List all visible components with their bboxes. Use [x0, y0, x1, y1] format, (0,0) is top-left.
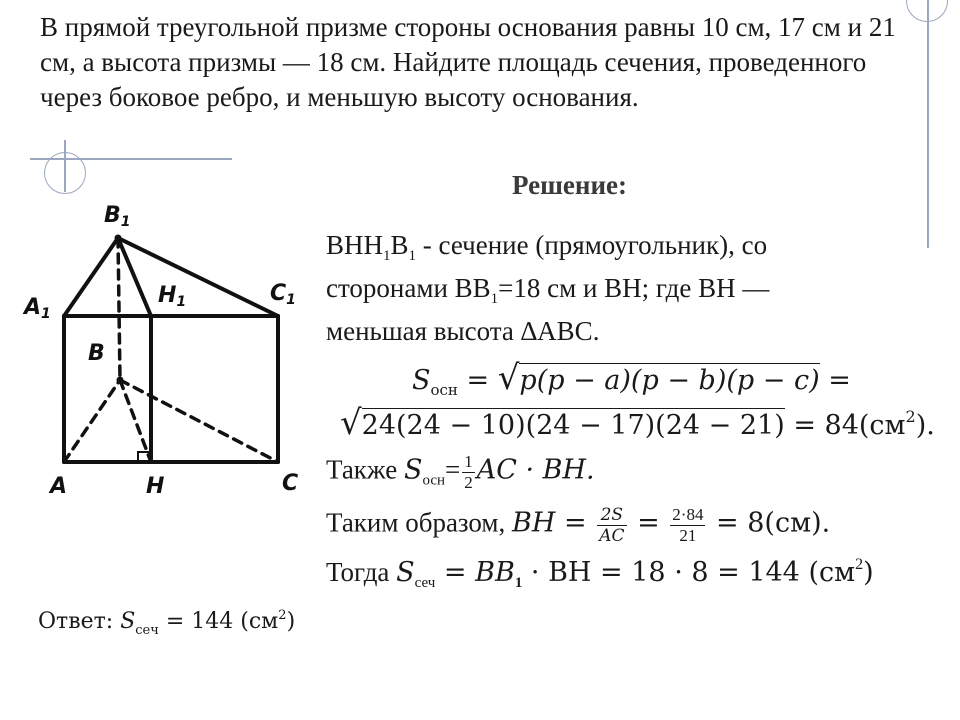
problem-statement: В прямой треугольной призме стороны основания равны 10 см, 17 см и 21 см, а высота призмы — 18 см. Найдите площадь сечения, проведенного через боковое ребро, и меньшую высоту основания.	[40, 12, 896, 112]
point-B1	[115, 235, 122, 242]
label-A1: A1	[24, 295, 51, 322]
answer-label: Ответ:	[38, 609, 121, 634]
formula-heron-line-1: $S_{осн} = √p(p - a)(p - b)(p - c)$ =	[412, 358, 851, 399]
solution-title: Решение:	[512, 170, 627, 200]
sqrt-expression: √p(p − a)(p − b)(p − c)	[497, 358, 820, 398]
hidden-edge-BB1	[118, 238, 120, 380]
hidden-edge-B-C	[120, 380, 278, 462]
label-H1: H1	[158, 283, 187, 310]
solution-line-2: сторонами $BB_1=18$ см и BH; где BH —	[326, 273, 770, 307]
solution-line-1: $BHH_1B_1$ - сечение (прямоугольник), со	[326, 230, 768, 264]
sqrt-icon: √	[497, 358, 520, 398]
hidden-edge-B-H	[120, 380, 151, 462]
section-name: BHH	[326, 230, 384, 260]
solution-thus-line: Таким образом, BH = $\frac{2S}{AC}$ = $\frac{2\cdot 84}{21}$ = 8(см).	[326, 505, 831, 546]
answer-line: Ответ: $S_{сеч} = 144$ $(см^2)$	[38, 608, 296, 638]
prism-figure	[10, 190, 310, 500]
label-C: C	[282, 471, 299, 496]
formula-heron-line-2: $√24(24 - 10)(24 - 17)(24 - 21) = 84(см^2)$.	[340, 403, 935, 443]
edge-B1-C1	[118, 238, 278, 316]
slide-decor-circle-left	[44, 152, 86, 194]
sqrt-icon: √	[340, 403, 362, 443]
fraction-numeric: $\frac{2\cdot 84}{21}$	[672, 505, 704, 545]
slide-decor-vertical-line	[927, 0, 929, 248]
solution-line-3: меньшая высота ∆ABC.	[326, 316, 600, 346]
point-B	[117, 377, 124, 384]
label-A: A	[50, 474, 68, 499]
edge-A1-B1	[64, 238, 118, 316]
solution-then-line: Тогда $S_{сеч} = BB_1$ · BH = 18 · 8 = 144 $(см^2)$	[326, 556, 874, 591]
sqrt-expression-numeric: √24(24 − 10)(24 − 17)(24 − 21)	[340, 403, 785, 443]
solution-also-line: Также $S_{осн}=$ $\frac{1}{2}$ AC · BH.	[326, 452, 595, 492]
label-H: H	[146, 474, 165, 499]
fraction-one-half: $\frac{1}{2}$	[464, 452, 473, 492]
label-C1: C1	[270, 281, 296, 308]
label-B1: B1	[104, 203, 131, 230]
fraction-2s-over-ac: $\frac{2S}{AC}$	[599, 505, 625, 546]
label-B: B	[88, 341, 105, 366]
hidden-edge-A-B	[64, 380, 120, 462]
